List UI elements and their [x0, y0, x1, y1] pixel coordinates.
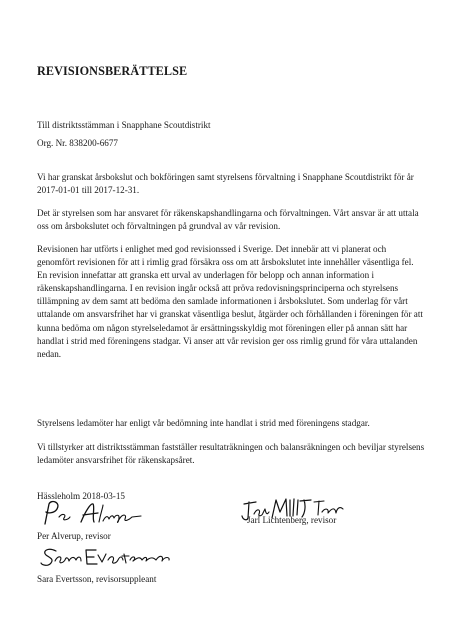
paragraph-scope: Vi har granskat årsbokslut och bokföringen samt styrelsens förvaltning i Snapphane Scoutdistrikt för år 2017-01-01 till 2017-12-31. [37, 172, 414, 196]
addressee: Till distriktsstämman i Snapphane Scoutdistrikt [37, 120, 211, 130]
signatory-name: Per Alverup, revisor [37, 531, 111, 541]
paragraph-statutes: Styrelsens ledamöter har enligt vår bedömning inte handlat i strid med föreningens stadgar. [37, 418, 370, 428]
signatory-name: Sara Evertsson, revisorsuppleant [37, 574, 157, 584]
place-date: Hässleholm 2018-03-15 [37, 491, 125, 501]
signatory-name: Jarl Lichtenberg, revisor [247, 515, 337, 525]
paragraph-recommendation: Vi tillstyrker att distriktsstämman fastställer resultaträkningen och balansräkningen och beviljar styrelsens ledamöter ansvarsfrihet för räkenskapsåret. [37, 442, 425, 466]
document-title: REVISIONSBERÄTTELSE [37, 64, 188, 78]
paragraph-responsibility: Det är styrelsen som har ansvaret för räkenskapshandlingarna och förvaltningen. Vårt ansvar är att uttala oss om årsbokslutet och förvaltningen på grundval av vår revision. [37, 208, 419, 232]
signature-sara-evertsson [38, 546, 178, 568]
paragraph-audit-method: Revisionen har utförts i enlighet med god revisionssed i Sverige. Det innebär att vi planerat och genomfört revisionen för att i rimlig grad försäkra oss om att årsbokslutet inte innehåller väsentliga fel. En revision innefattar att granska ett urval av underlagen för belopp och annan information i räkenskapshandlingarna. I en revision ingår också att pröva redovisningsprinciperna och styrelsens tillämpning av dem samt att bedöma den samlade informationen i årsbokslutet. Som underlag för vårt uttalande om ansvarsfrihet har vi granskat väsentliga beslut, åtgärder och förhållanden i föreningen för att kunna bedöma om någon styrelseledamot är ersättningsskyldig mot föreningen eller på annan sätt har handlat i strid med föreningens stadgar. Vi anser att vår revision ger oss rimlig grund för våra uttalanden nedan. [37, 244, 423, 359]
signature-per-alverup [37, 500, 147, 526]
org-number: Org. Nr. 838200-6677 [37, 138, 118, 148]
